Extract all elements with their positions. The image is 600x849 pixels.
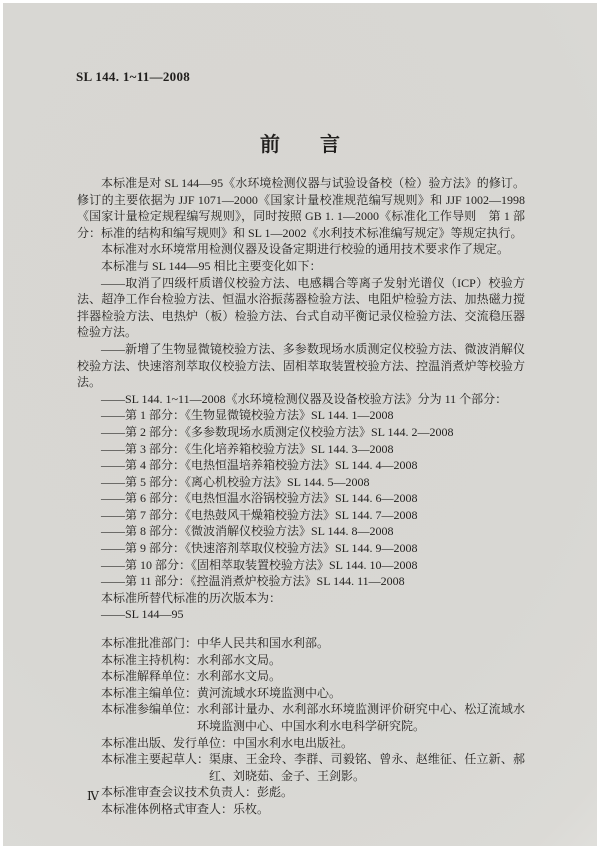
part-list-item: ——第 1 部分：《生物显微镜校验方法》SL 144. 1—2008 xyxy=(101,408,394,423)
foreword-paragraph: 本标准是对 SL 144—95《水环境检测仪器与试验设备校（检）验方法》的修订。修订的主要依据为 JJF 1071—2000《国家计量校准规范编写规则》和 JJF 1002—1998《国家计量检定规程编写规则》，同时按照 GB 1. 1—2000《标准化工作导则 第 1 部分：标准的结构和编写规则》和 SL 1—2002《水利技术标准编写规定》等规定执行。 xyxy=(77,176,525,240)
field-label: 本标准主要起草人： xyxy=(101,752,210,767)
part-list-item: ——第 6 部分：《电热恒温水浴锅校验方法》SL 144. 6—2008 xyxy=(101,491,418,506)
field-value: 中国水利水电出版社。 xyxy=(233,735,354,750)
change-item-added: ——新增了生物显微镜校验方法、多参数现场水质测定仪校验方法、微波消解仪校验方法、快速溶剂萃取仪校验方法、固相萃取装置校验方法、控温消煮炉等校验方法。 xyxy=(77,341,525,390)
field-value: 乐枚。 xyxy=(233,801,270,816)
field-value: 水利部水文局。 xyxy=(197,669,282,684)
part-list-item: ——第 8 部分：《微波消解仪校验方法》SL 144. 8—2008 xyxy=(101,524,394,539)
standard-info-fields xyxy=(77,635,525,818)
parts-intro: ——SL 144. 1~11—2008《水环境检测仪器及设备校验方法》分为 11 个部分： xyxy=(101,391,508,406)
part-list-item: ——第 3 部分：《生化培养箱校验方法》SL 144. 3—2008 xyxy=(101,441,394,456)
field-approval-department xyxy=(77,635,525,652)
standard-number: SL 144. 1~11—2008 xyxy=(76,69,191,84)
replaced-versions-intro: 本标准所替代标准的历次版本为： xyxy=(101,590,282,605)
field-chief-editing-unit xyxy=(77,685,525,702)
field-value: 水利部水文局。 xyxy=(197,652,282,667)
part-list-item: ——第 9 部分：《快速溶剂萃取仪校验方法》SL 144. 9—2008 xyxy=(101,541,418,556)
paper-background xyxy=(3,3,597,846)
field-label: 本标准解释单位： xyxy=(101,669,198,684)
foreword-paragraph: 本标准与 SL 144—95 相比主要变化如下： xyxy=(101,258,322,273)
foreword-body xyxy=(77,175,525,818)
part-list-item: ——第 7 部分：《电热鼓风干燥箱校验方法》SL 144. 7—2008 xyxy=(101,507,418,522)
field-label: 本标准主编单位： xyxy=(101,685,198,700)
field-main-drafters xyxy=(77,751,525,784)
page-number: Ⅳ xyxy=(87,789,99,803)
field-label: 本标准主持机构： xyxy=(101,652,198,667)
field-publisher xyxy=(77,735,525,752)
field-value: 黄河流域水环境监测中心。 xyxy=(197,685,342,700)
field-value: 中华人民共和国水利部。 xyxy=(197,636,330,651)
replaced-version-item: ——SL 144—95 xyxy=(101,607,184,622)
page-title: 前 言 xyxy=(260,134,340,156)
field-label: 本标准审查会议技术负责人： xyxy=(101,785,258,800)
field-label: 本标准参编单位： xyxy=(101,702,198,717)
field-participating-units xyxy=(77,701,525,734)
part-list-item: ——第 10 部分：《固相萃取装置校验方法》SL 144. 10—2008 xyxy=(101,557,418,572)
field-label: 本标准批准部门： xyxy=(101,636,198,651)
part-list-item: ——第 4 部分：《电热恒温培养箱校验方法》SL 144. 4—2008 xyxy=(101,458,418,473)
part-list-item: ——第 2 部分：《多参数现场水质测定仪校验方法》SL 144. 2—2008 xyxy=(101,424,454,439)
field-interpretation-unit xyxy=(77,668,525,685)
part-list-item: ——第 5 部分：《离心机校验方法》SL 144. 5—2008 xyxy=(101,474,370,489)
field-review-technical-lead xyxy=(77,784,525,801)
part-list-item: ——第 11 部分：《控温消煮炉校验方法》SL 144. 11—2008 xyxy=(101,574,405,589)
field-label: 本标准体例格式审查人： xyxy=(101,801,234,816)
field-host-organization xyxy=(77,652,525,669)
field-format-reviewer xyxy=(77,801,525,818)
field-value: 彭彪。 xyxy=(257,785,294,800)
field-label: 本标准出版、发行单位： xyxy=(101,735,234,750)
change-item-removed: ——取消了四级杆质谱仪校验方法、电感耦合等离子发射光谱仪（ICP）校验方法、超净工作台检验方法、恒温水浴振荡器检验方法、电阻炉检验方法、加热磁力搅拌器检验方法、电热炉（板）检验方法、台式自动平衡记录仪检验方法、交流稳压器检验方法。 xyxy=(77,275,525,340)
field-value: 渠康、王金玲、李群、司毅铭、曾永、赵维征、任立新、郝红、刘晓茹、金子、王剑影。 xyxy=(209,752,525,783)
field-value: 水利部计量办、水利部水环境监测评价研究中心、松辽流域水环境监测中心、中国水利水电科学研究院。 xyxy=(197,702,525,733)
foreword-paragraph: 本标准对水环境常用检测仪器及设备定期进行校验的通用技术要求作了规定。 xyxy=(101,242,510,257)
